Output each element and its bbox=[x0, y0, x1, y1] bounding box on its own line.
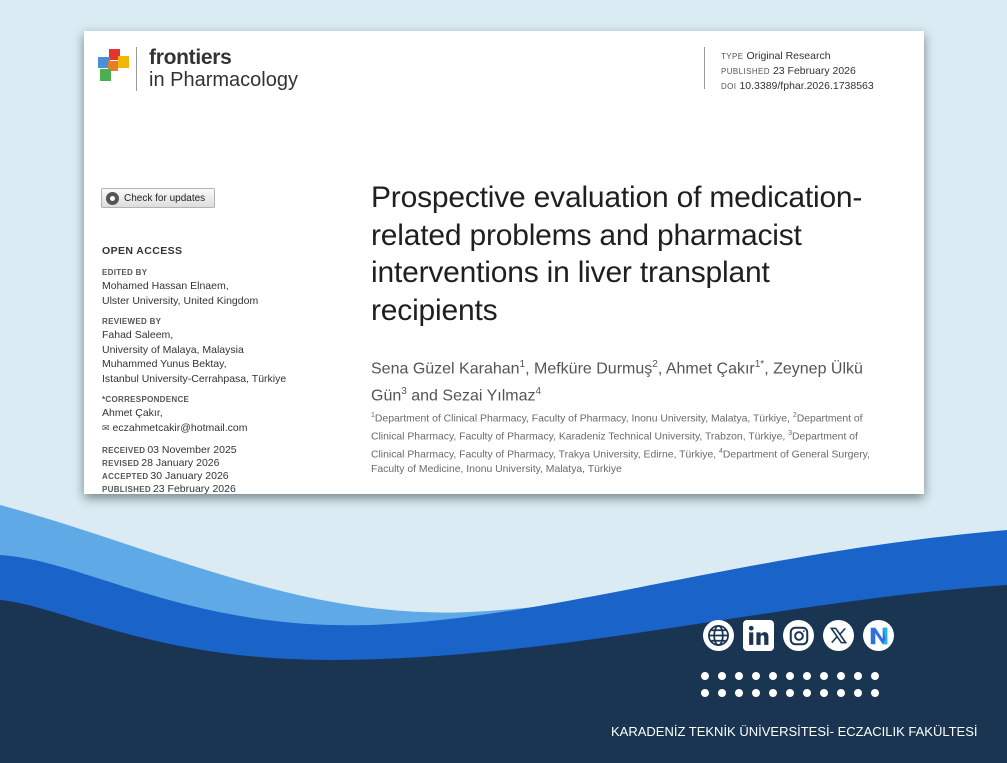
dot-row bbox=[701, 689, 879, 697]
doi-value: 10.3389/fphar.2026.1738563 bbox=[739, 80, 874, 92]
affiliation-text: Department of Clinical Pharmacy, Faculty of Pharmacy, Karadeniz Technical University, Trabzon, Türkiye, bbox=[371, 413, 863, 443]
website-link[interactable] bbox=[703, 620, 734, 651]
affiliation-text: Department of General Surgery, Faculty of Medicine, Inonu University, Malatya, Türkiye bbox=[371, 449, 870, 475]
social-links bbox=[703, 620, 894, 651]
published-label: PUBLISHED bbox=[721, 67, 770, 76]
affiliation-text: Department of Clinical Pharmacy, Faculty of Pharmacy, Inonu University, Malatya, Türkiye, bbox=[374, 413, 793, 425]
reviewer-name: Muhammed Yunus Bektay, bbox=[102, 358, 227, 370]
author-affiliation-ref: 2 bbox=[652, 359, 658, 370]
author-name: Zeynep Ülkü Gün bbox=[371, 360, 863, 405]
author-affiliation-ref: 3 bbox=[401, 386, 407, 398]
article-dates bbox=[102, 444, 332, 496]
decorative-dots bbox=[701, 672, 879, 706]
brand-name: frontiers bbox=[149, 46, 232, 69]
affiliation-number: 4 bbox=[719, 447, 723, 455]
edited-by-section bbox=[102, 268, 332, 308]
author-separator: , bbox=[525, 360, 534, 378]
globe-icon bbox=[707, 624, 730, 647]
revised-date: 28 January 2026 bbox=[141, 457, 220, 469]
editor-name: Mohamed Hassan Elnaem, bbox=[102, 280, 229, 292]
author-name: Mefküre Durmuş bbox=[534, 360, 653, 378]
check-updates-label: Check for updates bbox=[124, 192, 206, 204]
author-name: Ahmet Çakır bbox=[665, 360, 755, 378]
reviewed-by-section bbox=[102, 317, 332, 386]
received-date: 03 November 2025 bbox=[147, 444, 237, 456]
nsosyal-icon bbox=[868, 625, 890, 647]
article-sidebar bbox=[102, 245, 332, 496]
affiliation-number: 2 bbox=[792, 412, 797, 419]
instagram-link[interactable] bbox=[783, 620, 814, 651]
published-value: 23 February 2026 bbox=[772, 65, 856, 77]
received-label: RECEIVED bbox=[102, 446, 146, 455]
logo-block-green bbox=[100, 69, 111, 81]
check-updates-badge[interactable] bbox=[101, 188, 215, 208]
edited-by-label: EDITED BY bbox=[102, 268, 148, 277]
reviewer-name: Fahad Saleem, bbox=[102, 329, 174, 341]
doi-label: DOI bbox=[721, 82, 737, 91]
reviewed-by-label: REVIEWED BY bbox=[102, 317, 162, 326]
author-separator: , bbox=[764, 360, 774, 378]
affiliation-text: Department of Clinical Pharmacy, Faculty of Pharmacy, Trakya University, Edirne, Türkiye, bbox=[371, 431, 858, 461]
published-date-label: PUBLISHED bbox=[102, 485, 151, 494]
reviewer-affiliation: Istanbul University-Cerrahpasa, Türkiye bbox=[102, 372, 287, 385]
correspondence-section bbox=[102, 395, 332, 435]
faculty-name: KARADENİZ TEKNİK ÜNİVERSİTESİ- ECZACILIK FAKÜLTESİ bbox=[611, 724, 978, 739]
date-row bbox=[102, 457, 332, 470]
date-row bbox=[102, 444, 332, 457]
accepted-label: ACCEPTED bbox=[102, 472, 149, 481]
author-list bbox=[371, 353, 891, 408]
instagram-icon bbox=[788, 625, 810, 647]
editor-affiliation: Ulster University, United Kingdom bbox=[102, 294, 259, 307]
correspondence-name: Ahmet Çakır, bbox=[102, 407, 163, 419]
revised-label: REVISED bbox=[102, 459, 140, 468]
type-value: Original Research bbox=[746, 50, 831, 62]
author-name: Sena Güzel Karahan bbox=[371, 360, 520, 378]
frontiers-logo bbox=[98, 49, 130, 85]
mail-icon: ✉ bbox=[102, 422, 110, 433]
dot-row bbox=[701, 672, 879, 680]
reviewer-affiliation: University of Malaya, Malaysia bbox=[102, 343, 244, 356]
logo-block-yellow bbox=[118, 56, 129, 68]
logo-divider bbox=[136, 47, 137, 91]
linkedin-link[interactable] bbox=[743, 620, 774, 651]
article-meta bbox=[721, 49, 874, 94]
correspondence-email[interactable]: eczahmetcakir@hotmail.com bbox=[112, 421, 248, 434]
journal-name: in Pharmacology bbox=[149, 69, 298, 92]
author-separator: , bbox=[657, 360, 666, 378]
open-access-label: OPEN ACCESS bbox=[102, 245, 183, 257]
author-affiliation-ref: 4 bbox=[535, 386, 542, 398]
correspondence-label: *CORRESPONDENCE bbox=[102, 395, 190, 404]
published-date: 23 February 2026 bbox=[152, 483, 236, 495]
date-row bbox=[102, 483, 332, 496]
journal-brand bbox=[149, 46, 298, 91]
author-affiliation-ref: 1 bbox=[519, 359, 526, 370]
affiliation-list bbox=[371, 409, 886, 477]
x-link[interactable] bbox=[823, 620, 854, 651]
linkedin-icon bbox=[746, 623, 771, 648]
article-title: Prospective evaluation of medication-related problems and pharmacist interventions in liver transplant recipients bbox=[371, 181, 863, 327]
article-preview bbox=[84, 31, 924, 494]
author-affiliation-ref: 1* bbox=[754, 359, 765, 370]
date-row bbox=[102, 470, 332, 483]
type-label: TYPE bbox=[721, 52, 744, 61]
affiliation-number: 3 bbox=[788, 429, 793, 437]
accepted-date: 30 January 2026 bbox=[150, 470, 229, 482]
affiliation-number: 1 bbox=[371, 412, 375, 419]
meta-divider bbox=[704, 47, 705, 89]
check-updates-icon bbox=[106, 192, 119, 205]
nsosyal-link[interactable] bbox=[863, 620, 894, 651]
author-separator: and bbox=[406, 387, 443, 405]
author-name: Sezai Yılmaz bbox=[442, 387, 536, 405]
x-icon bbox=[829, 626, 848, 645]
correspondence-email-row bbox=[102, 421, 332, 436]
